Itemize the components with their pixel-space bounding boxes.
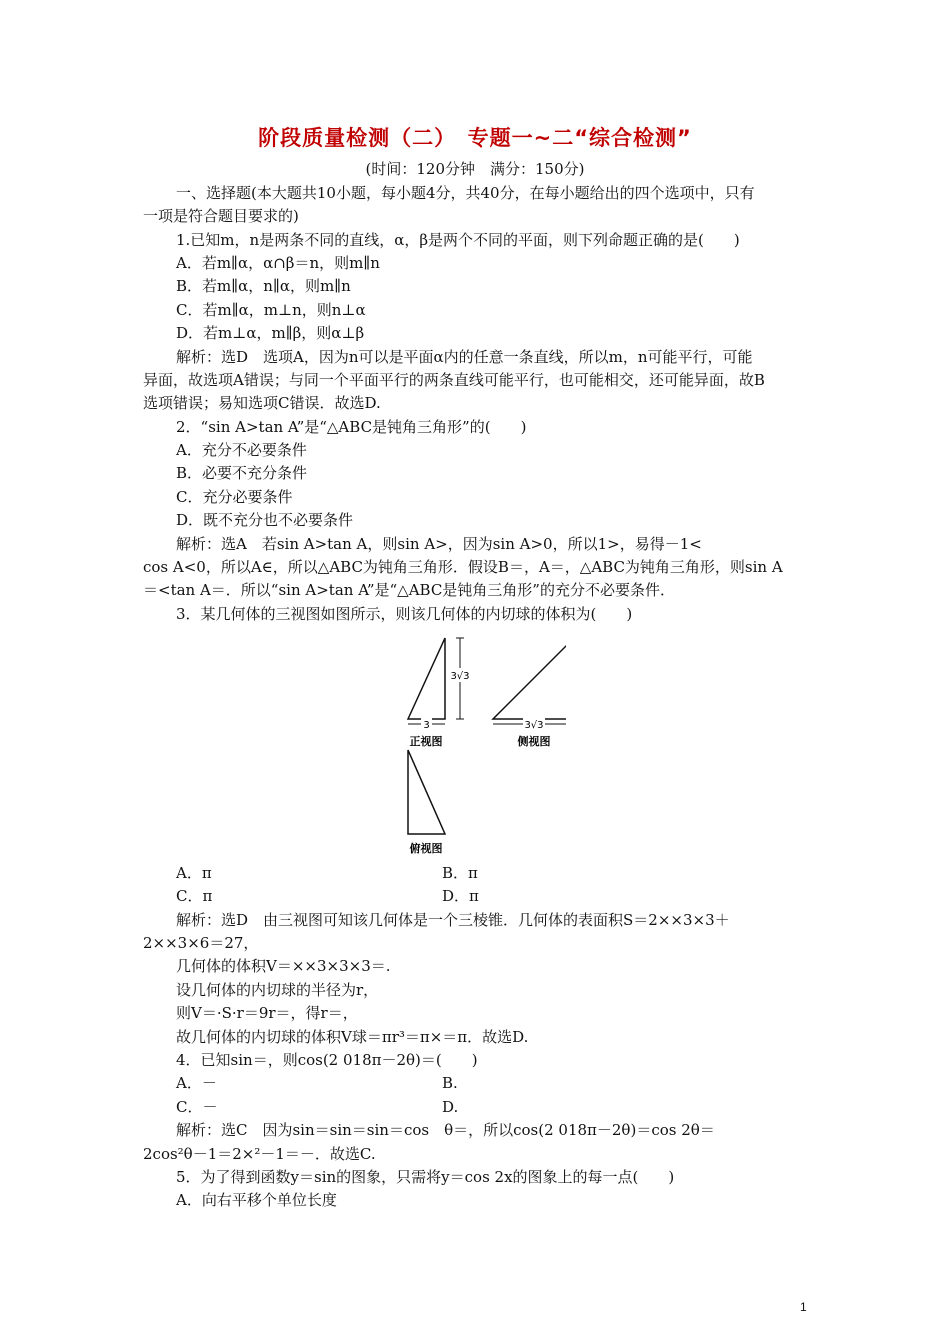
text-line: cos A<0，所以A∈，所以△ABC为钝角三角形．假设B＝，A＝，△ABC为钝角三角形，则sin A (143, 558, 783, 576)
text-line: 选项错误；易知选项C错误．故选D. (143, 394, 381, 412)
text-line: C．π (176, 887, 213, 905)
text-line: 4．已知sin＝，则cos(2 018π－2θ)＝( ) (176, 1051, 478, 1069)
text-line: 1.已知m，n是两条不同的直线，α，β是两个不同的平面，则下列命题正确的是( ) (176, 231, 740, 249)
page-number: 1 (800, 1300, 807, 1314)
text-line: 几何体的体积V＝××3×3×3＝. (176, 957, 391, 975)
text-line: 3．某几何体的三视图如图所示，则该几何体的内切球的体积为( ) (176, 605, 633, 623)
page-title: 阶段质量检测（二） 专题一~二“综合检测” (258, 126, 692, 150)
text-line: A．向右平移个单位长度 (176, 1191, 337, 1209)
front-view-caption: 正视图 (409, 735, 443, 748)
text-line: B. (442, 1074, 458, 1092)
text-line: 5．为了得到函数y＝sin的图象，只需将y＝cos 2x的图象上的每一点( ) (176, 1168, 675, 1186)
front-height-label: 3√3 (450, 671, 470, 682)
text-line: 解析：选C 因为sin＝sin＝sin＝cos θ＝，所以cos(2 018π－2θ)＝cos 2θ＝ (176, 1121, 715, 1139)
front-view-triangle (408, 638, 445, 719)
side-view-triangle (493, 638, 566, 719)
side-view-caption: 侧视图 (517, 735, 551, 748)
text-line: A．－ (176, 1074, 217, 1092)
text-line: 设几何体的内切球的半径为r， (176, 981, 379, 999)
text-line: 解析：选D 由三视图可知该几何体是一个三棱锥．几何体的表面积S＝2××3×3＋ (176, 911, 730, 929)
text-line: B．π (442, 864, 478, 882)
text-line: D．π (442, 887, 479, 905)
text-line: 解析：选A 若sin A>tan A，则sin A>，因为sin A>0，所以1>，易得－1< (176, 535, 702, 553)
top-view-triangle (408, 750, 445, 834)
text-line: A．若m∥α，α∩β＝n，则m∥n (176, 254, 380, 272)
text-line: 一项是符合题目要求的) (143, 207, 299, 225)
text-line: A．π (176, 864, 212, 882)
text-line: 一、选择题(本大题共10小题，每小题4分，共40分，在每小题给出的四个选项中，只有 (176, 184, 755, 202)
text-line: C．－ (176, 1098, 218, 1116)
text-line: B．必要不充分条件 (176, 464, 308, 482)
side-base-label: 3√3 (524, 720, 544, 731)
text-line: C．充分必要条件 (176, 488, 293, 506)
text-line: 异面，故选项A错误；与同一个平面平行的两条直线可能平行，也可能相交，还可能异面，故B (143, 371, 765, 389)
text-line: D．既不充分也不必要条件 (176, 511, 354, 529)
text-line: 则V＝·S·r＝9r＝，得r＝， (176, 1004, 358, 1022)
text-line: C．若m∥α，m⊥n，则n⊥α (176, 301, 366, 319)
text-line: 2．“sin A>tan A”是“△ABC是钝角三角形”的( ) (176, 418, 527, 436)
text-line: 2××3×6＝27， (143, 934, 259, 952)
text-line: 解析：选D 选项A，因为n可以是平面α内的任意一条直线，所以m，n可能平行，可能 (176, 348, 753, 366)
text-line: B．若m∥α，n∥α，则m∥n (176, 277, 351, 295)
top-view-caption: 俯视图 (409, 842, 443, 855)
text-line: ＝<tan A＝．所以“sin A>tan A”是“△ABC是钝角三角形”的充分不必要条件． (143, 581, 675, 599)
text-line: D. (442, 1098, 459, 1116)
text-line: D．若m⊥α，m∥β，则α⊥β (176, 324, 365, 342)
three-view-figure (396, 632, 566, 862)
text-line: 故几何体的内切球的体积V球＝πr³＝π×＝π．故选D. (176, 1028, 529, 1046)
front-base-label: 3 (423, 720, 430, 731)
exam-info: (时间：120分钟 满分：150分) (365, 160, 585, 178)
text-line: A．充分不必要条件 (176, 441, 307, 459)
text-line: 2cos²θ－1＝2×²－1＝－．故选C. (143, 1145, 376, 1163)
